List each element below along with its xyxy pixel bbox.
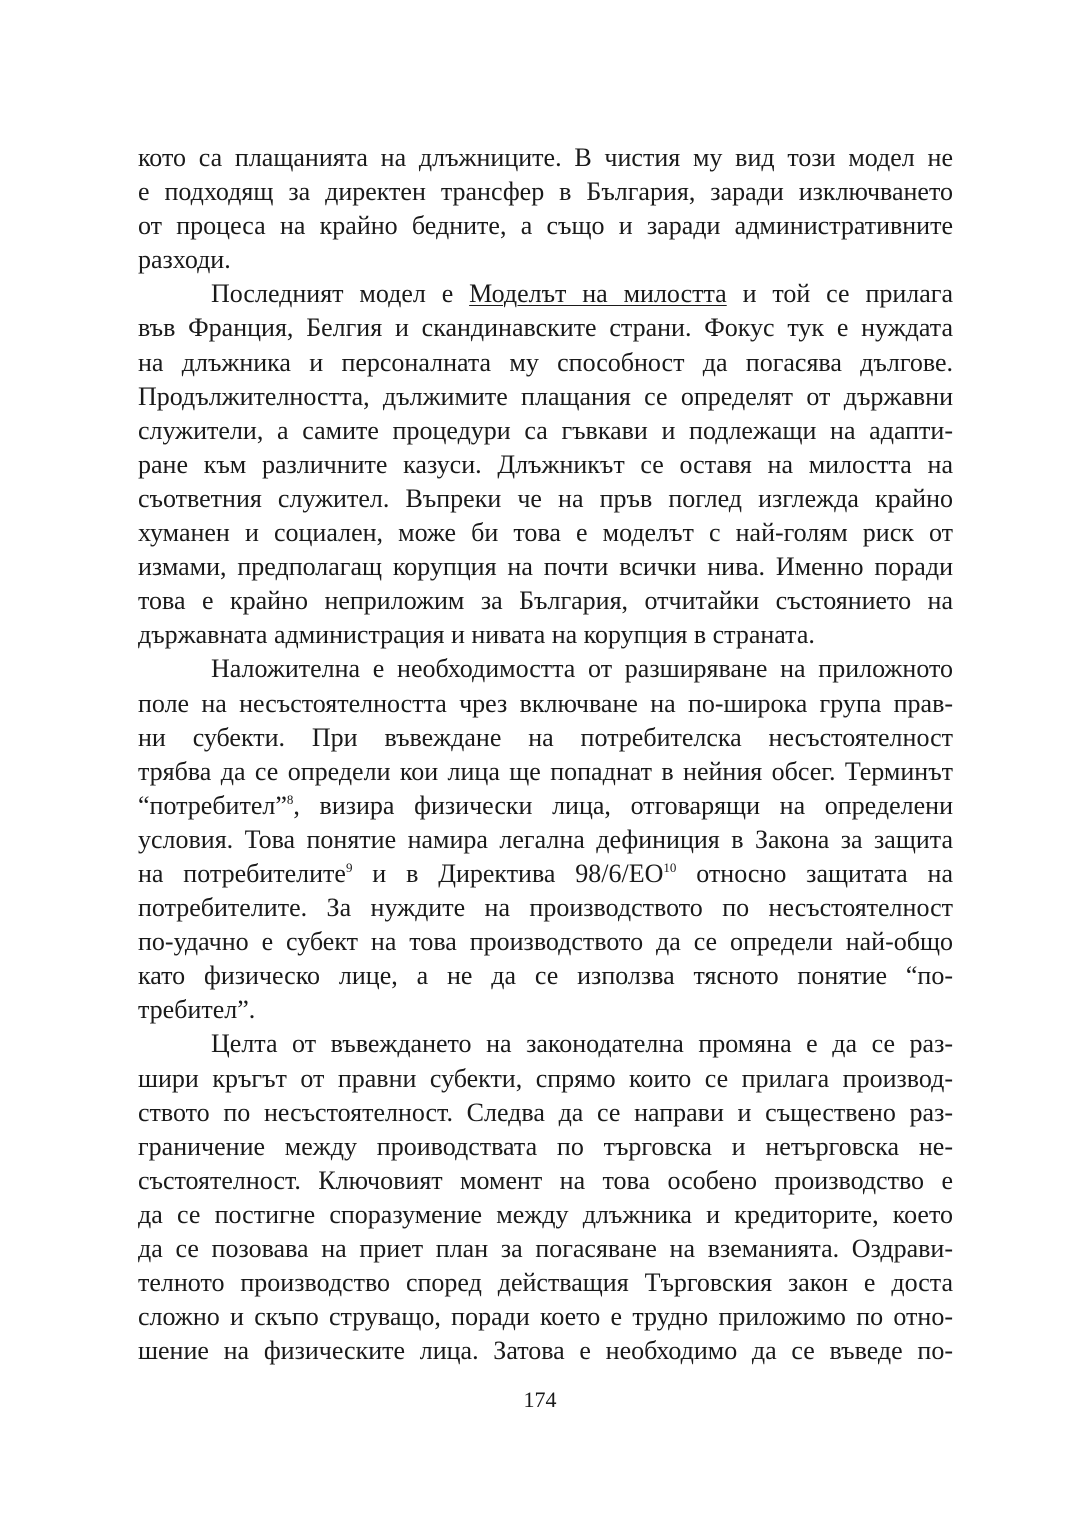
text-line: требител”. bbox=[138, 995, 256, 1025]
text-line: е подходящ за директен трансфер в България, заради изключването bbox=[138, 177, 953, 207]
text-line: шение на физическите лица. Затова е необходимо да се въведе по- bbox=[138, 1336, 953, 1366]
text-line: служители, а самите процедури са гъвкави и подлежащи на адапти- bbox=[138, 415, 953, 445]
text-line: трябва да се определи кои лица ще попаднат в нейния обсег. Терминът bbox=[138, 756, 953, 786]
text-line: хуманен и социален, може би това е моделът с най-голям риск от bbox=[138, 518, 953, 548]
text-fragment: и в Директива 98/6/ЕО bbox=[352, 858, 664, 888]
text-line: телното производство според действащия Търговския закон е доста bbox=[138, 1268, 953, 1298]
footnote-ref-10[interactable]: 10 bbox=[663, 859, 677, 875]
text-fragment: на потребителите bbox=[138, 858, 346, 888]
text-line: ството по несъстоятелност. Следва да се направи и съществено раз- bbox=[138, 1097, 953, 1127]
footnote-ref-8[interactable]: 8 bbox=[286, 791, 294, 807]
text-fragment: и той се прилага bbox=[726, 279, 953, 309]
text-line: ни субекти. При въвеждане на потребителска несъстоятелност bbox=[138, 722, 953, 752]
page-number: 174 bbox=[523, 1387, 557, 1412]
text-line: като физическо лице, а не да се използва тясното понятие “по- bbox=[138, 961, 953, 991]
text-line: разходи. bbox=[138, 245, 231, 275]
text-fragment: относно защитата на bbox=[676, 858, 953, 888]
text-line: Продължителността, дължимите плащания се определят от държавни bbox=[138, 381, 953, 411]
text-fragment: , визира физически лица, отговарящи на определени bbox=[293, 790, 953, 820]
text-line: сложно и скъпо струващо, поради което е трудно приложимо по отно- bbox=[138, 1302, 953, 1332]
text-line: граничение между проиводствата по търговска и нетърговска не- bbox=[138, 1131, 953, 1161]
text-line: по-удачно е субект на това производството да се определи най-общо bbox=[138, 927, 953, 957]
text-line: шири кръгът от правни субекти, спрямо които се прилага производ- bbox=[138, 1063, 953, 1093]
body-text bbox=[138, 141, 953, 1368]
text-line: това е крайно неприложим за България, отчитайки състоянието на bbox=[138, 586, 953, 616]
text-fragment: Последният модел е bbox=[211, 279, 470, 309]
text-line bbox=[138, 857, 953, 891]
text-line: състоятелност. Ключовият момент на това особено производство е bbox=[138, 1165, 953, 1195]
text-line: кото са плащанията на длъжниците. В чистия му вид този модел не bbox=[138, 143, 953, 172]
text-line: съответния служител. Въпреки че на пръв поглед изглежда крайно bbox=[138, 483, 953, 513]
text-line: потребителите. За нуждите на производството по несъстоятелност bbox=[138, 893, 953, 923]
text-line bbox=[138, 789, 953, 823]
text-line: Наложителна е необходимостта от разширяване на приложното bbox=[211, 654, 953, 684]
text-line: поле на несъстоятелността чрез включване на по-широка група прав- bbox=[138, 688, 953, 718]
text-line: на длъжника и персоналната му способност да погасява дългове. bbox=[138, 347, 953, 377]
text-line: Целта от въвеждането на законодателна промяна е да се раз- bbox=[211, 1029, 953, 1059]
text-line bbox=[138, 277, 953, 311]
text-line: ране към различните казуси. Длъжникът се оставя на милостта на bbox=[138, 449, 953, 479]
text-line: държавната администрация и нивата на корупция в страната. bbox=[138, 620, 815, 650]
text-line: да се позовава на приет план за погасяване на вземанията. Оздрави- bbox=[138, 1234, 953, 1263]
text-line: условия. Това понятие намира легална дефиниция в Закона за защита bbox=[138, 824, 953, 854]
text-line: да се постигне споразумение между длъжника и кредиторите, което bbox=[138, 1199, 953, 1229]
text-fragment: “потребител” bbox=[138, 790, 287, 820]
text-line: във Франция, Белгия и скандинавските страни. Фокус тук е нуждата bbox=[138, 313, 953, 343]
text-line: от процеса на крайно бедните, а също и заради административните bbox=[138, 211, 953, 241]
footnote-ref-9[interactable]: 9 bbox=[345, 859, 353, 875]
underlined-term: Моделът на милостта bbox=[469, 279, 727, 309]
text-line: измами, предполагащ корупция на почти всички нива. Именно поради bbox=[138, 552, 953, 582]
